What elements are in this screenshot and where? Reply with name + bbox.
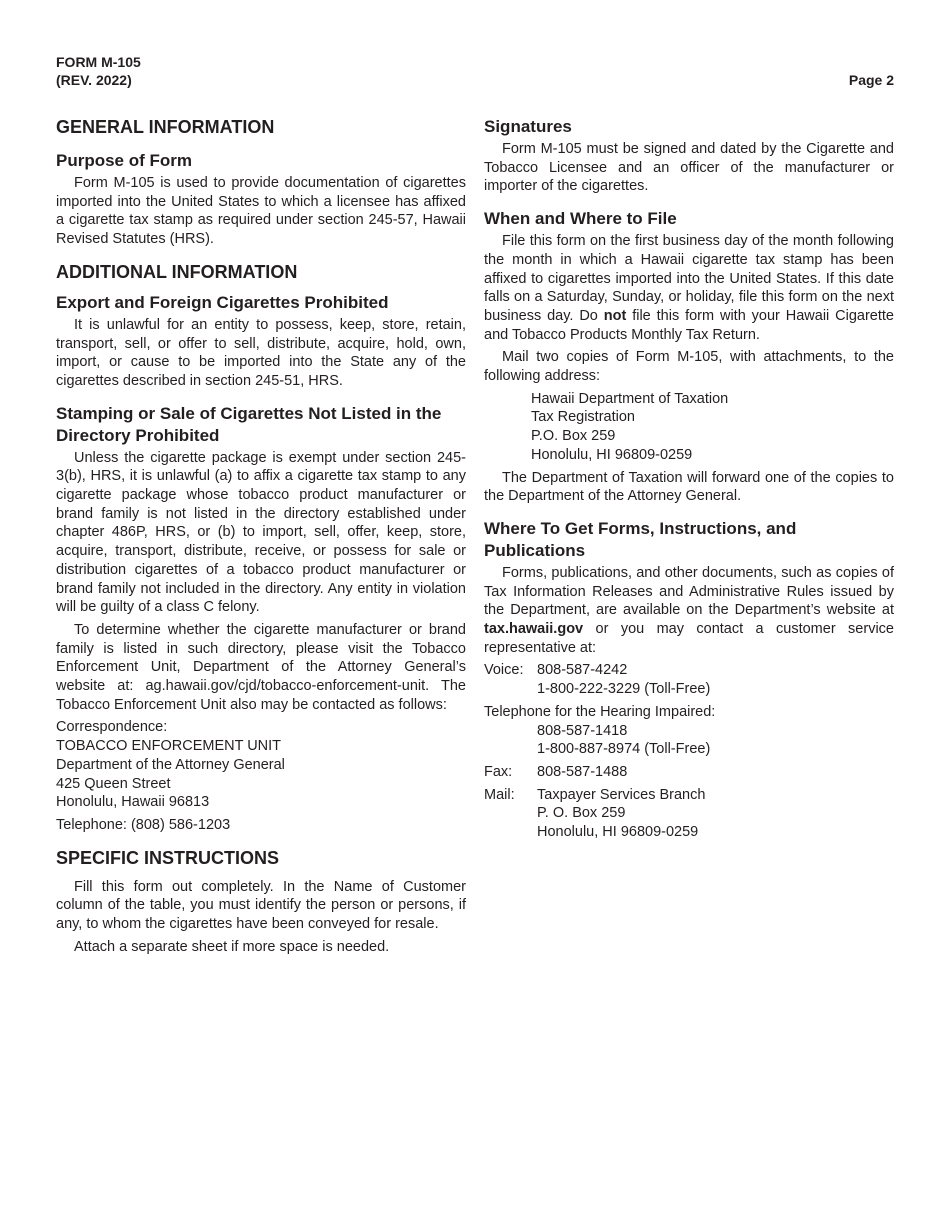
page-number: Page 2: [848, 72, 894, 88]
mail-copies-text: Mail two copies of Form M-105, with attachments, to the following address:: [484, 349, 894, 385]
correspondence-label: Correspondence:: [56, 719, 168, 736]
stamping-section: [56, 403, 466, 835]
forward-text: The Department of Taxation will forward one of the copies to the Department of the Attorney General.: [484, 469, 894, 505]
left-column: [56, 116, 466, 957]
fax-number: 808-587-1488: [537, 763, 628, 780]
purpose-section: [56, 150, 466, 249]
mail-contact: [484, 786, 894, 842]
export-text: It is unlawful for an entity to possess, keep, store, retain, transport, sell, or offer to sell, distribute, acquire, hold, own, import, or cause to be imported into the State any of the cigarettes described in section 245-51, HRS.: [56, 316, 466, 389]
export-section: [56, 292, 466, 391]
hearing-contact: [484, 703, 894, 759]
telephone-line: Telephone: (808) 586-1203: [56, 816, 231, 833]
address-line: Honolulu, HI 96809-0259: [531, 446, 693, 463]
voice-number: 808-587-4242: [537, 662, 628, 679]
specific-instructions-heading: SPECIFIC INSTRUCTIONS: [56, 847, 280, 868]
taxation-address: [531, 390, 894, 465]
signatures-title: Signatures: [484, 117, 572, 136]
address-line: Tax Registration: [531, 409, 635, 426]
when-where-section: [484, 208, 894, 506]
forms-text: Forms, publications, and other documents, such as copies of Tax Information Releases and Administrative Rules issued by the Department, are available on the Department’s website at tax.hawaii.gov or you may contact a customer service representative at:: [484, 564, 894, 656]
correspondence-line: TOBACCO ENFORCEMENT UNIT: [56, 738, 282, 755]
emphasis-not: not: [603, 307, 627, 324]
specific-text-1: Fill this form out completely. In the Name of Customer column of the table, you must identify the person or persons, if any, to whom the cigarettes have been conveyed for resale.: [56, 878, 466, 933]
form-revision: (REV. 2022): [56, 72, 132, 88]
forms-section: [484, 518, 894, 842]
hearing-number: 808-587-1418: [537, 722, 628, 739]
mail-line: Taxpayer Services Branch: [537, 786, 706, 803]
mail-line: P. O. Box 259: [537, 805, 626, 822]
address-line: Hawaii Department of Taxation: [531, 390, 729, 407]
correspondence-line: 425 Queen Street: [56, 775, 171, 792]
fax-label: Fax:: [484, 763, 513, 780]
correspondence-block: [56, 718, 466, 812]
correspondence-line: Department of the Attorney General: [56, 756, 285, 773]
hearing-number: 1-800-887-8974 (Toll-Free): [537, 741, 711, 758]
forms-title: Where To Get Forms, Instructions, and Publications: [484, 518, 797, 560]
general-info-heading: GENERAL INFORMATION: [56, 117, 275, 137]
when-where-title: When and Where to File: [484, 209, 677, 229]
website-link[interactable]: tax.hawaii.gov: [484, 621, 584, 638]
signatures-text: Form M-105 must be signed and dated by the Cigarette and Tobacco Licensee and an officer of the manufacturer or importer of the cigarettes.: [484, 141, 894, 195]
mail-line: Honolulu, HI 96809-0259: [537, 824, 699, 841]
export-title: Export and Foreign Cigarettes Prohibited: [56, 292, 389, 312]
mail-label: Mail:: [484, 786, 515, 803]
fax-contact: [484, 763, 894, 782]
voice-contact: [484, 661, 894, 698]
stamping-title: Stamping or Sale of Cigarettes Not Listed in the Directory Prohibited: [56, 403, 442, 445]
address-line: P.O. Box 259: [531, 428, 616, 445]
when-where-text: File this form on the first business day of the month following the month in which a Hawaii cigarette tax stamp has been affixed to cigarettes imported into the United States. If this date falls on a Saturday, Sunday, or holiday, file this form on the next business day. Do not file this form with your Hawaii Cigarette and Tobacco Products Monthly Tax Return.: [484, 233, 894, 343]
specific-text-2: Attach a separate sheet if more space is needed.: [74, 938, 390, 955]
purpose-text: Form M-105 is used to provide documentation of cigarettes imported into the United States to which a licensee has affixed a cigarette tax stamp as required under section 245-57, Hawaii Revised Statutes (HRS).: [56, 175, 466, 248]
form-number: FORM M-105: [56, 54, 141, 70]
voice-label: Voice:: [484, 662, 524, 679]
correspondence-line: Honolulu, Hawaii 96813: [56, 794, 210, 811]
voice-number: 1-800-222-3229 (Toll-Free): [537, 681, 711, 698]
purpose-title: Purpose of Form: [56, 151, 193, 170]
additional-info-heading: ADDITIONAL INFORMATION: [56, 261, 298, 282]
stamping-text-2: To determine whether the cigarette manufacturer or brand family is listed in such directory, please visit the Tobacco Enforcement Unit, Department of the Attorney General’s website at: ag.hawaii.gov/cjd/tobacco-enforcement-unit. The Tobacco Enforcement Unit also may be contacted as follows:: [56, 621, 466, 713]
right-column: [484, 116, 894, 854]
signatures-section: [484, 116, 894, 196]
form-header: [56, 53, 141, 89]
hearing-label: Telephone for the Hearing Impaired:: [484, 703, 716, 720]
stamping-text-1: Unless the cigarette package is exempt under section 245-3(b), HRS, it is unlawful (a) to affix a cigarette tax stamp to any cigarette package whose tobacco product manufacturer or brand family is not listed in the directory established under chapter 486P, HRS, or (b) to import, sell, offer, keep, store, acquire, transport, distribute, receive, or possess for sale or distribution cigarettes of a tobacco product manufacturer or brand family not included in the directory. Any entity in violation will be guilty of a class C felony.: [56, 449, 466, 616]
